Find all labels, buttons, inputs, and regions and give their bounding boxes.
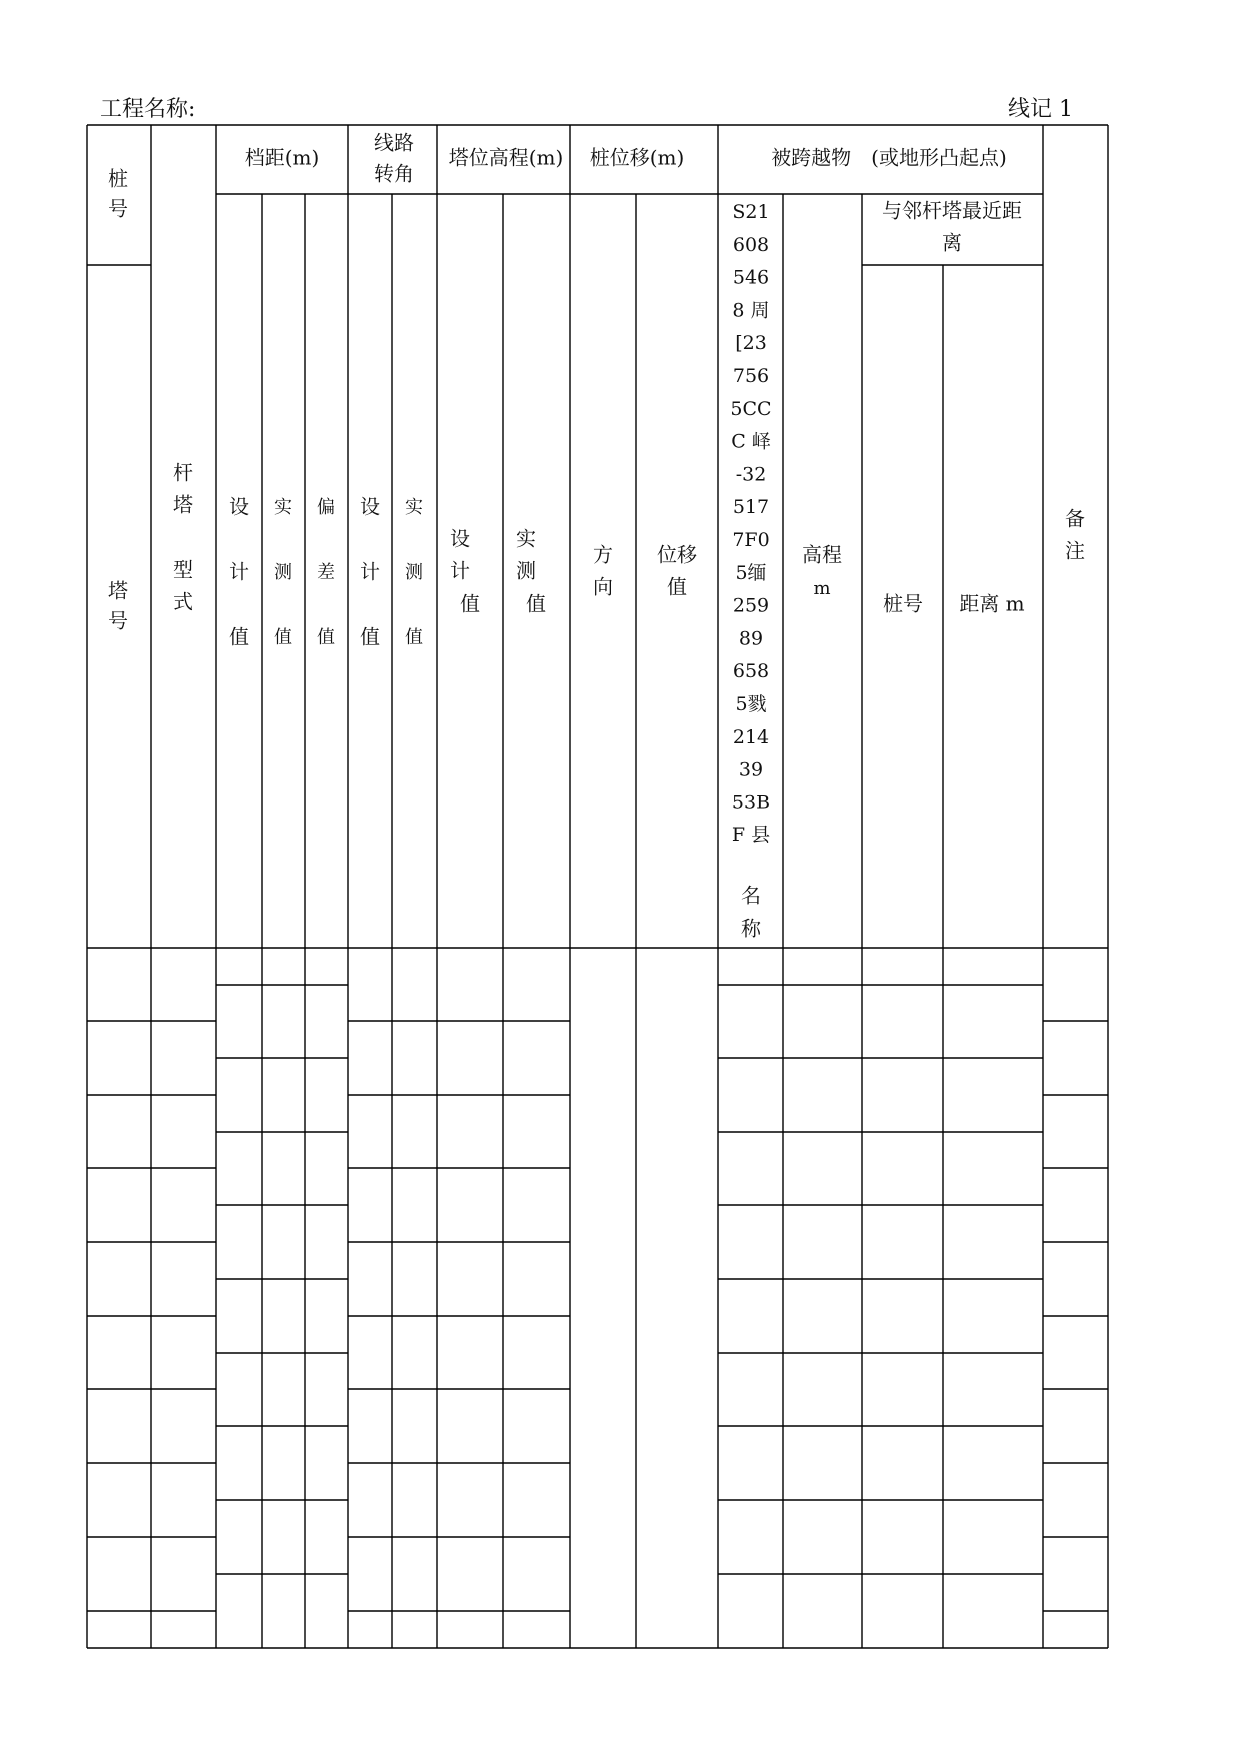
elevation-unit-label: m bbox=[813, 578, 831, 599]
angle-design-value: 值 bbox=[360, 624, 380, 649]
pile-no-label: 桩 bbox=[108, 166, 128, 191]
elevation-label: 高程 bbox=[802, 542, 842, 567]
angle-measured-value: 实 bbox=[405, 497, 423, 518]
remarks-header: 注 bbox=[1065, 538, 1085, 563]
span-measured-value: 测 bbox=[274, 562, 292, 583]
crossed-object-code: 658 bbox=[732, 660, 770, 683]
crossed-object-code: 608 bbox=[732, 233, 770, 256]
nearest-distance-header: 与邻杆塔最近距 bbox=[882, 198, 1022, 223]
span-measured-value: 值 bbox=[274, 627, 292, 648]
record-number-label: 线记 1 bbox=[1008, 97, 1073, 122]
remarks-header: 备 bbox=[1065, 506, 1085, 531]
tower-elevation-header: 塔位高程(m) bbox=[448, 145, 564, 170]
span-deviation-value: 差 bbox=[317, 562, 335, 583]
crossed-object-code: 39 bbox=[738, 758, 764, 781]
elevation-measured-value: 测 bbox=[516, 558, 536, 583]
pile-no-label: 号 bbox=[108, 196, 128, 221]
span-deviation-value: 偏 bbox=[317, 497, 335, 518]
crossed-object-code: 517 bbox=[732, 496, 770, 519]
shift-value: 位移 bbox=[657, 542, 697, 567]
crossed-object-code: 5缅 bbox=[735, 561, 767, 584]
nearest-distance-m: 距离 m bbox=[959, 591, 1025, 616]
elevation-design-value: 计 bbox=[450, 558, 470, 583]
nearest-pile-no: 桩号 bbox=[883, 591, 923, 616]
nearest-distance-header: 离 bbox=[942, 230, 962, 255]
crossed-object-code: C 峄 bbox=[731, 430, 771, 453]
crossed-object-code: 5CC bbox=[730, 397, 772, 420]
span-deviation-value: 值 bbox=[317, 627, 335, 648]
span-design-value: 值 bbox=[229, 624, 249, 649]
tower-no-label: 塔 bbox=[108, 578, 128, 603]
pile-shift-header: 桩位移(m) bbox=[589, 145, 685, 170]
shift-direction: 向 bbox=[593, 574, 613, 599]
crossed-object-code: 8 周 bbox=[732, 299, 770, 322]
crossed-object-name-label: 名 bbox=[741, 883, 761, 908]
table-grid bbox=[87, 125, 1108, 1648]
crossed-object-code: [23 bbox=[735, 332, 767, 355]
crossed-object-name-label: 称 bbox=[741, 916, 761, 941]
crossed-object-code: 756 bbox=[732, 365, 770, 387]
elevation-measured-value: 值 bbox=[526, 591, 546, 616]
tower-type-label: 塔 bbox=[173, 492, 193, 517]
line-angle-header: 转角 bbox=[374, 161, 414, 186]
elevation-design-value: 设 bbox=[450, 526, 470, 551]
crossed-object-code: 214 bbox=[732, 725, 770, 748]
angle-measured-value: 测 bbox=[405, 562, 423, 583]
tower-type-label: 式 bbox=[173, 589, 193, 614]
project-name-label: 工程名称: bbox=[100, 97, 196, 122]
tower-type-label: 型 bbox=[173, 557, 193, 582]
angle-measured-value: 值 bbox=[405, 627, 423, 648]
tower-no-label: 号 bbox=[108, 608, 128, 633]
elevation-design-value: 值 bbox=[460, 591, 480, 616]
crossed-object-code: F 县 bbox=[731, 824, 771, 847]
shift-value: 值 bbox=[667, 574, 687, 599]
crossed-object-code: 259 bbox=[732, 594, 770, 617]
crossed-object-header: 被跨越物 (或地形凸起点) bbox=[771, 145, 1007, 170]
angle-design-value: 设 bbox=[360, 494, 380, 519]
shift-direction: 方 bbox=[593, 542, 613, 567]
crossed-object-code: -32 bbox=[735, 463, 767, 486]
span-measured-value: 实 bbox=[274, 497, 292, 518]
crossed-object-code: 5戮 bbox=[735, 693, 767, 715]
crossed-object-code: S21 bbox=[732, 201, 770, 223]
span-design-value: 设 bbox=[229, 494, 249, 519]
tower-type-label: 杆 bbox=[173, 460, 193, 485]
line-angle-header: 线路 bbox=[374, 130, 414, 155]
crossed-object-code: 89 bbox=[738, 627, 764, 650]
crossed-object-code: 7F0 bbox=[732, 529, 770, 551]
table-header-labels bbox=[108, 131, 1085, 941]
crossed-object-code: 546 bbox=[732, 266, 770, 289]
crossed-object-code: 53B bbox=[731, 791, 771, 814]
span-header: 档距(m) bbox=[244, 145, 320, 170]
span-design-value: 计 bbox=[229, 559, 249, 584]
angle-design-value: 计 bbox=[360, 559, 380, 584]
elevation-measured-value: 实 bbox=[516, 526, 536, 551]
